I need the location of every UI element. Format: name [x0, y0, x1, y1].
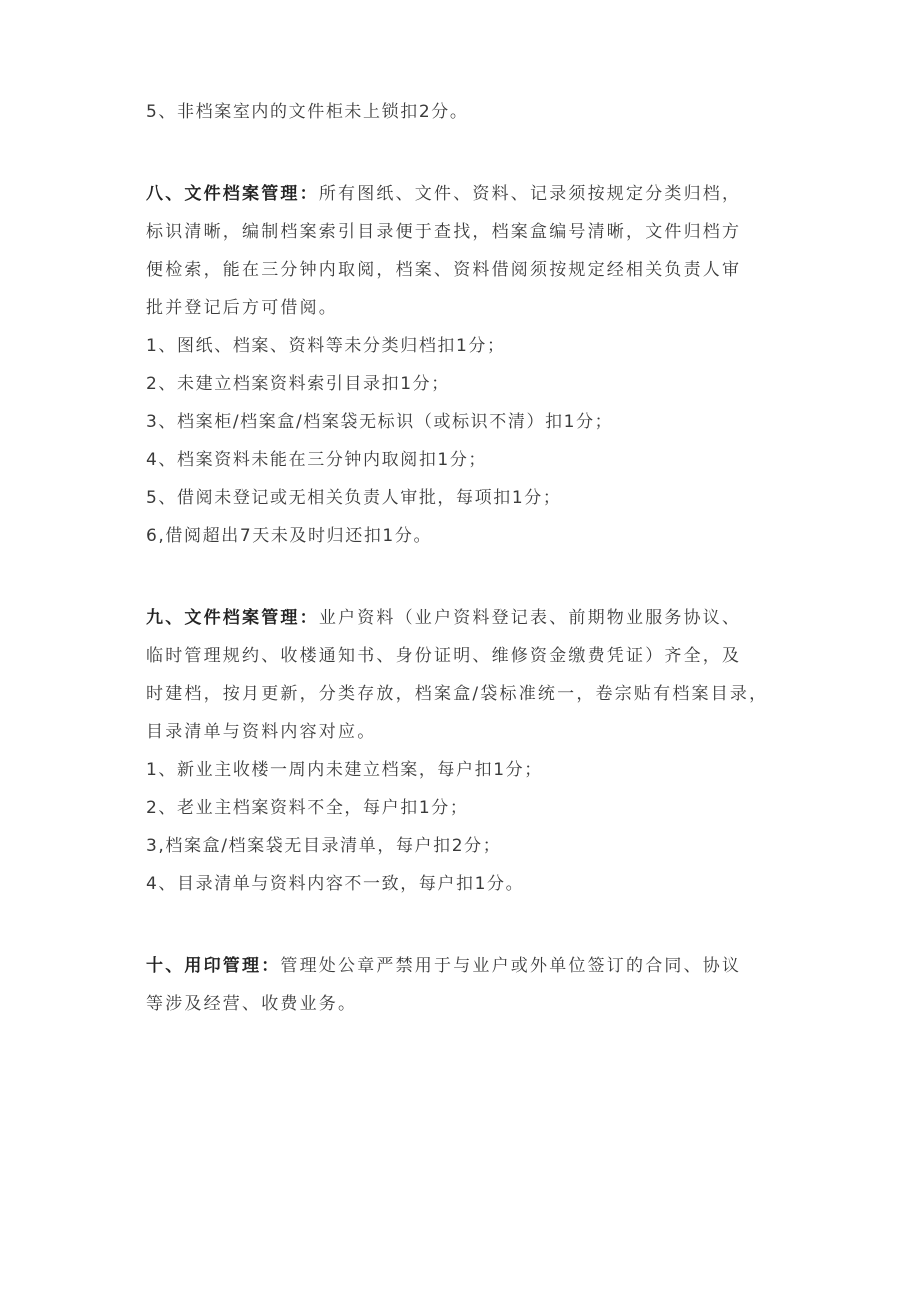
rule-item: 4、档案资料未能在三分钟内取阅扣1分；	[146, 450, 488, 470]
rule-item: 4、目录清单与资料内容不一致，每户扣1分。	[146, 874, 525, 894]
rule-item: 5、借阅未登记或无相关负责人审批，每项扣1分；	[146, 488, 562, 508]
rule-item: 2、未建立档案资料索引目录扣1分；	[146, 374, 450, 394]
rule-item: 1、新业主收楼一周内未建立档案，每户扣1分；	[146, 760, 543, 780]
document-body	[146, 93, 786, 1023]
section-9-heading: 九、文件档案管理：	[146, 608, 319, 628]
section-10-text: 等涉及经营、收费业务。	[146, 994, 358, 1014]
section-gap	[146, 555, 786, 599]
section-8-text: 标识清晰，编制档案索引目录便于查找，档案盒编号清晰，文件归档方	[146, 222, 742, 242]
section-8-heading: 八、文件档案管理：	[146, 184, 319, 204]
section-9-first-line	[146, 599, 786, 637]
section-9-text: 业户资料（业户资料登记表、前期物业服务协议、	[318, 608, 742, 628]
section-8-text: 批并登记后方可借阅。	[146, 298, 338, 318]
section-9-text: 时建档，按月更新，分类存放，档案盒/袋标准统一，卷宗贴有档案目录，	[146, 684, 769, 704]
section-10-text: 管理处公章严禁用于与业户或外单位签订的合同、协议	[280, 956, 742, 976]
rule-item: 3,档案盒/档案袋无目录清单，每户扣2分；	[146, 836, 502, 856]
section-9-text: 临时管理规约、收楼通知书、身份证明、维修资金缴费凭证）齐全，及	[146, 646, 742, 666]
section-gap	[146, 903, 786, 947]
section-8-text: 便检索，能在三分钟内取阅，档案、资料借阅须按规定经相关负责人审	[146, 260, 742, 280]
rule-item: 1、图纸、档案、资料等未分类归档扣1分；	[146, 336, 506, 356]
section-gap	[146, 131, 786, 175]
section-10-paragraph	[146, 947, 786, 1023]
section-9-paragraph	[146, 599, 786, 751]
section-10-first-line	[146, 947, 786, 985]
rule-item: 6,借阅超出7天未及时归还扣1分。	[146, 526, 433, 546]
rule-item: 3、档案柜/档案盒/档案袋无标识（或标识不清）扣1分；	[146, 412, 614, 432]
section-8-first-line	[146, 175, 786, 213]
section-9-text: 目录清单与资料内容对应。	[146, 722, 377, 742]
section-8-paragraph	[146, 175, 786, 327]
section-10-heading: 十、用印管理：	[146, 956, 281, 976]
rule-item: 5、非档案室内的文件柜未上锁扣2分。	[146, 102, 469, 122]
section-8-text: 所有图纸、文件、资料、记录须按规定分类归档，	[318, 184, 742, 204]
rule-item: 2、老业主档案资料不全，每户扣1分；	[146, 798, 469, 818]
